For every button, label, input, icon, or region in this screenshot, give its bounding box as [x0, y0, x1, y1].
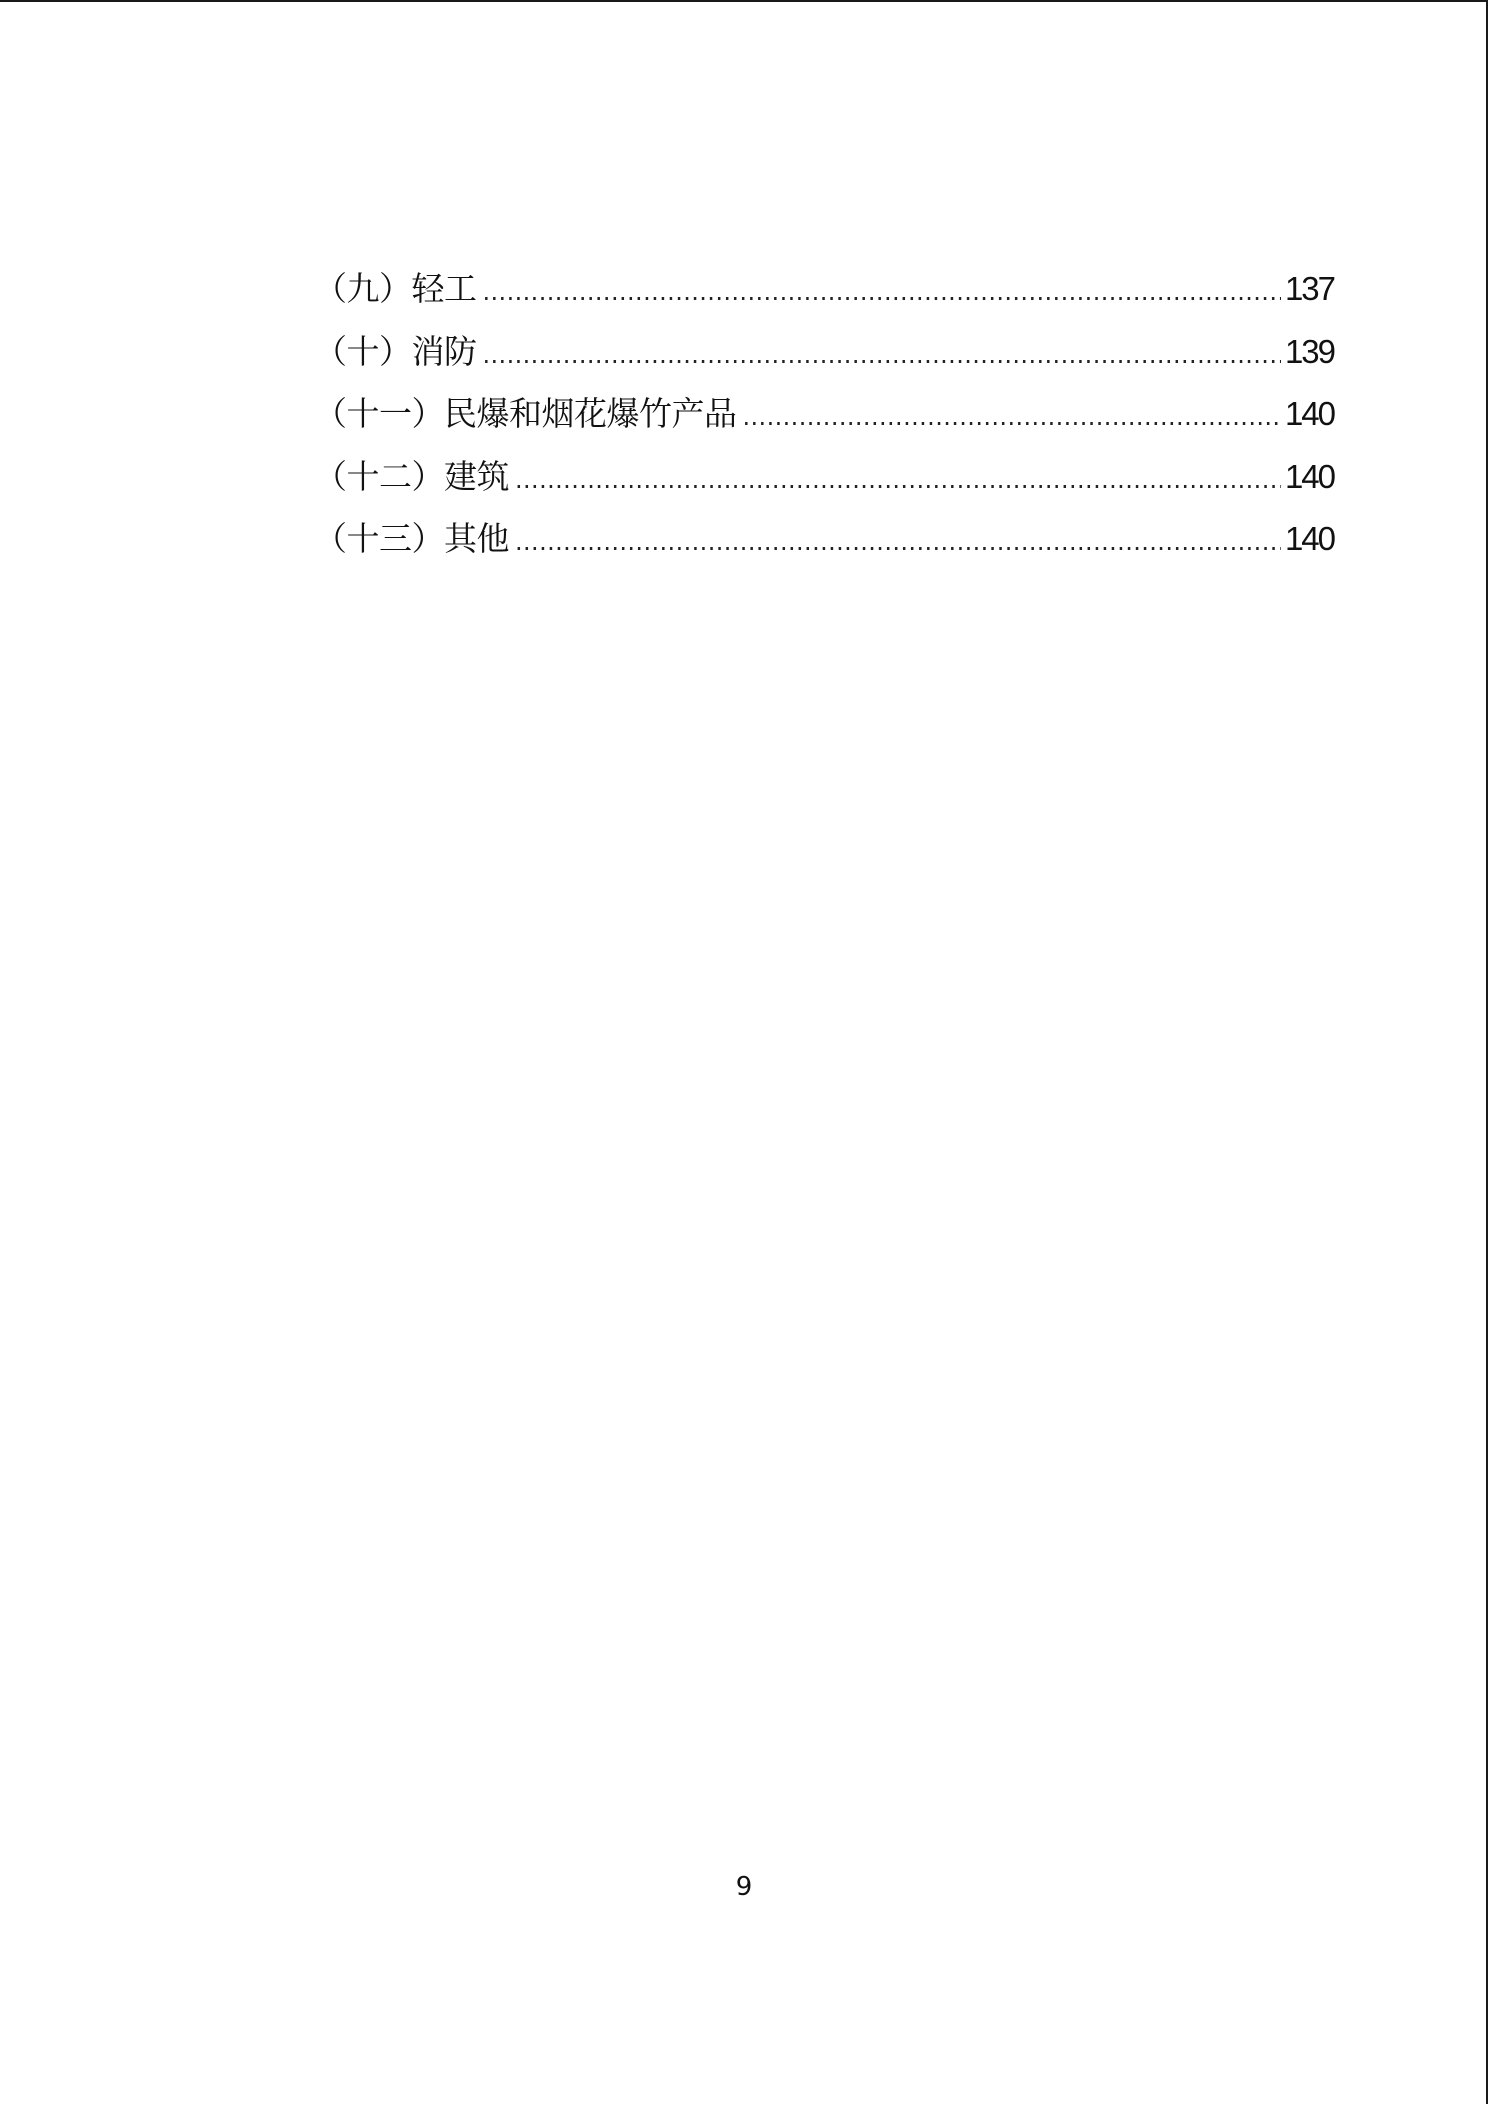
toc-dot-leader	[515, 511, 1281, 573]
toc-entry-title: （十三）其他	[314, 519, 509, 558]
toc-entry-fire-protection[interactable]	[314, 321, 1334, 384]
toc-dot-leader	[483, 261, 1281, 323]
toc-entry-construction[interactable]	[314, 446, 1334, 509]
toc-dot-leader	[743, 386, 1281, 448]
toc-dot-leader	[483, 324, 1281, 386]
page-number: 9	[735, 1872, 753, 1902]
page-top-border	[0, 0, 1488, 2]
toc-entry-title: （十二）建筑	[314, 456, 509, 496]
toc-entry-title: （十一）民爆和烟花爆竹产品	[314, 394, 737, 433]
toc-entry-explosives-fireworks[interactable]	[314, 383, 1334, 446]
toc-entry-page: 140	[1284, 457, 1334, 495]
toc-entry-other[interactable]	[314, 508, 1334, 571]
table-of-contents	[314, 258, 1334, 571]
toc-entry-page: 140	[1284, 520, 1334, 557]
toc-entry-page: 139	[1284, 332, 1334, 370]
toc-dot-leader	[515, 449, 1281, 511]
toc-entry-light-industry[interactable]	[314, 258, 1334, 321]
toc-entry-page: 137	[1284, 270, 1334, 307]
toc-entry-page: 140	[1284, 395, 1334, 432]
toc-entry-title: （十）消防	[314, 331, 477, 371]
toc-entry-title: （九）轻工	[314, 269, 477, 308]
